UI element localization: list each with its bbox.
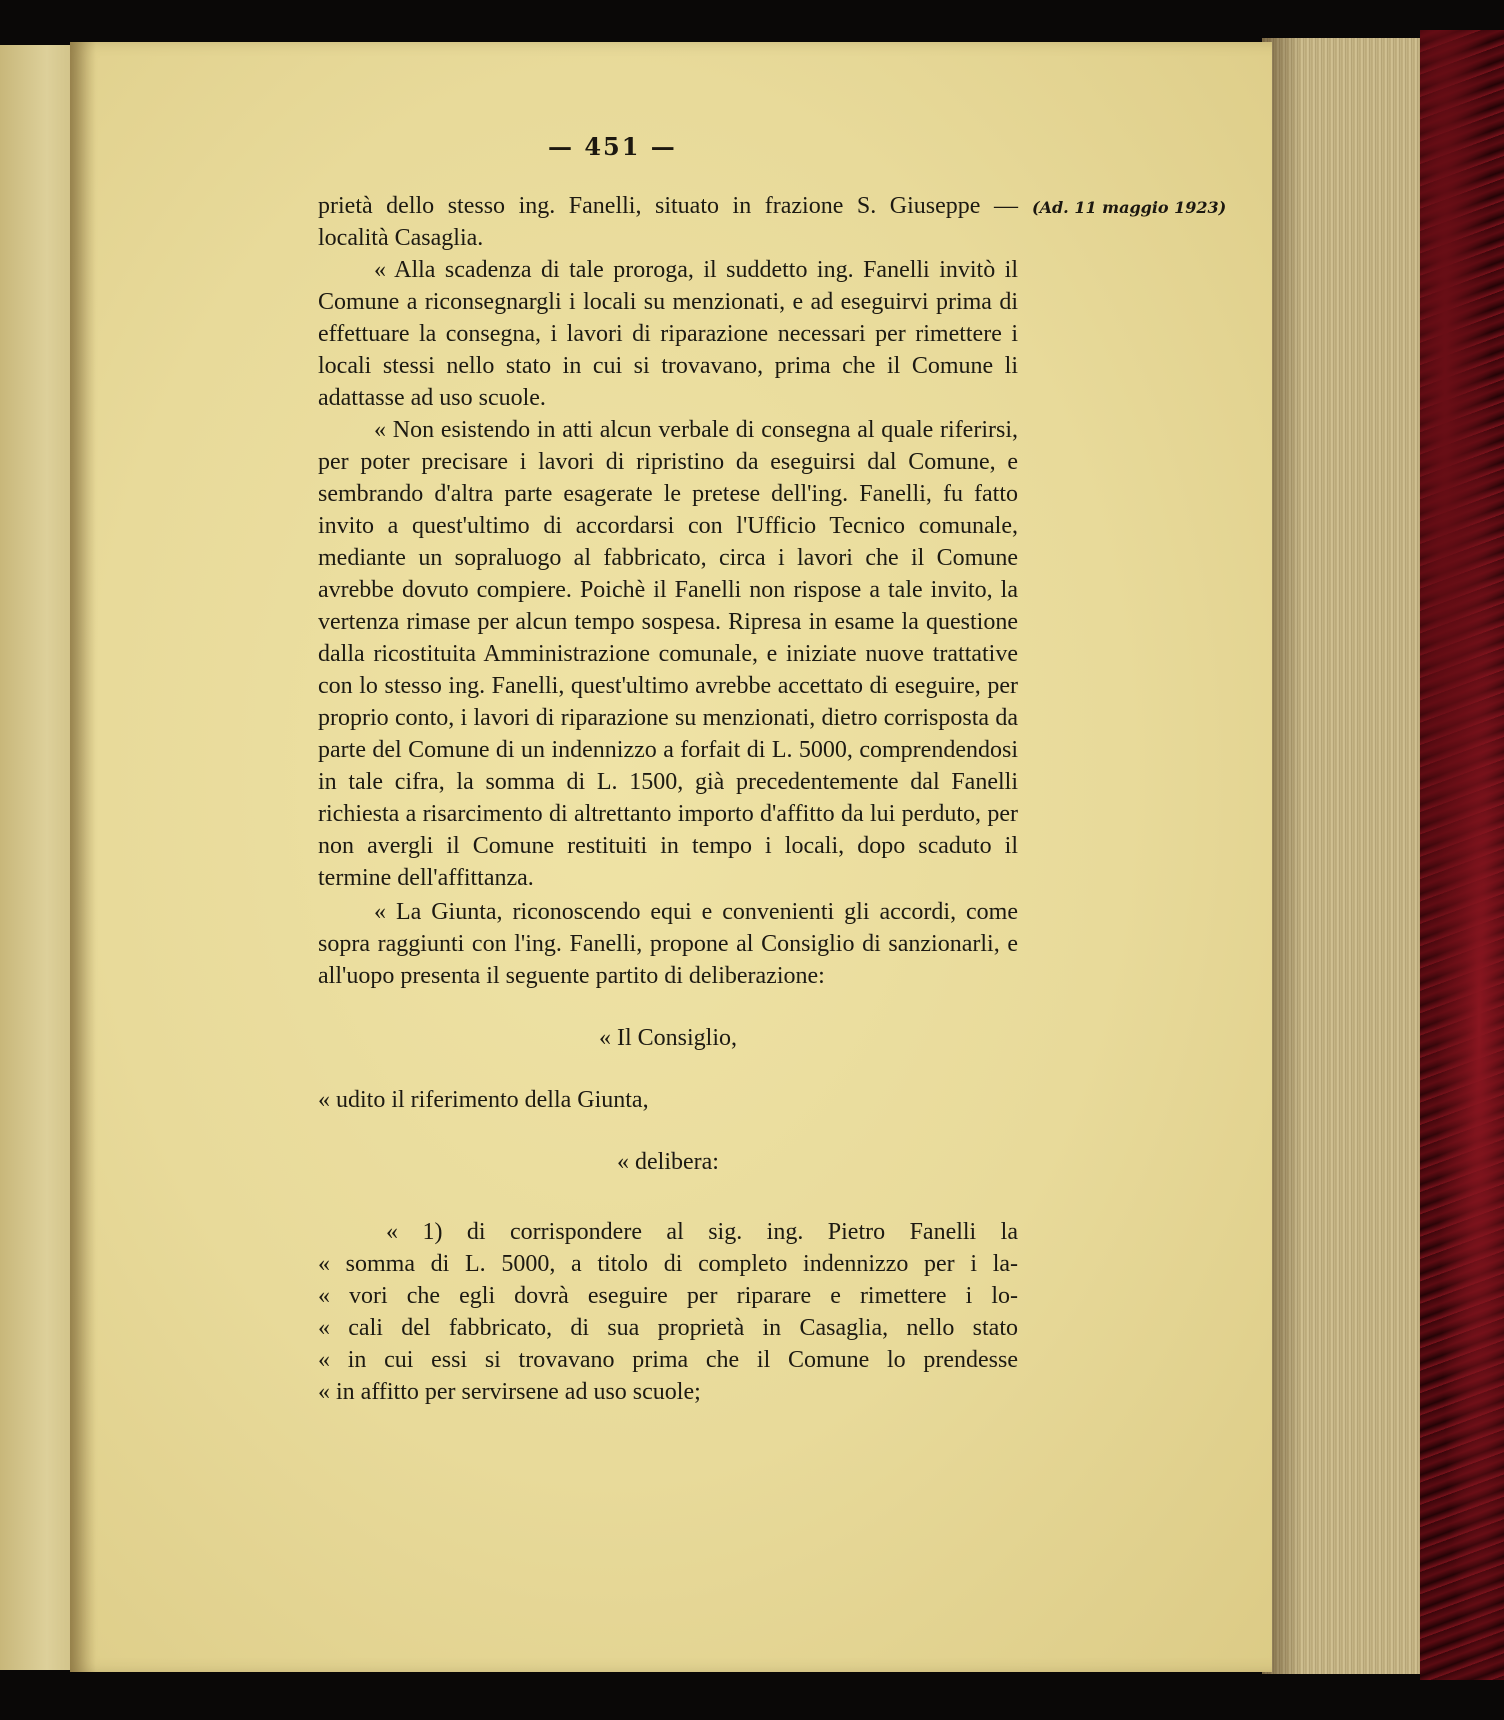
resolution-line-6: « in affitto per servirsene ad uso scuole; xyxy=(318,1379,701,1405)
resolution-line-3: « vori che egli dovrà eseguire per riparare e rimettere i lo- xyxy=(318,1283,1018,1309)
book-cover xyxy=(1420,30,1504,1680)
left-page-edge xyxy=(0,45,78,1670)
consiglio-heading: « Il Consiglio, xyxy=(598,1025,737,1051)
page-text xyxy=(318,190,1018,1408)
paragraph-3: « Non esistendo in atti alcun verbale di consegna al quale riferirsi, per poter precisare i lavori di ripristino da eseguirsi dal Comune, e sembrando d'altra parte esagerate le pretese dell'ing. Fanelli, fu fatto invito a quest'ultimo di accordarsi con l'Ufficio Tecnico comunale, mediante un sopraluogo al fabbricato, circa i lavori che il Comune avrebbe dovuto compiere. Poichè il Fanelli non rispose a tale invito, la vertenza rimase per alcun tempo sospesa. Ripresa in esame la questione dalla ricostituita Amministrazione comunale, e iniziate nuove trattative con lo stesso ing. Fanelli, quest'ultimo avrebbe accettato di eseguire, per proprio conto, i lavori di riparazione su menzionati, dietro corrisposta da parte del Comune di un indennizzo a forfait di L. 5000, comprendendosi in tale cifra, la somma di L. 1500, già precedentemente dal Fanelli richiesta a risarcimento di altrettanto importo d'affitto da lui perduto, per non avergli il Comune restituiti in tempo i locali, dopo scaduto il termine dell'affittanza. xyxy=(318,417,1018,891)
page-number: — 451 — xyxy=(548,132,677,161)
paragraph-2: « Alla scadenza di tale proroga, il suddetto ing. Fanelli invitò il Comune a riconsegnargli i locali su menzionati, e ad eseguirvi prima di effettuare la consegna, i lavori di riparazione necessari per rimettere i locali stessi nello stato in cui si trovavano, prima che il Comune li adattasse ad uso scuole. xyxy=(318,257,1018,411)
paragraph-4: « La Giunta, riconoscendo equi e convenienti gli accordi, come sopra raggiunti con l'ing. Fanelli, propone al Consiglio di sanzionarli, e all'uopo presenta il seguente partito di deliberazione: xyxy=(318,899,1018,989)
resolution-line-5: « in cui essi si trovavano prima che il Comune lo prendesse xyxy=(318,1347,1018,1373)
paragraph-1: prietà dello stesso ing. Fanelli, situato in frazione S. Giuseppe — località Casaglia. xyxy=(318,193,1018,251)
resolution-line-1: « 1) di corrispondere al sig. ing. Pietro Fanelli la xyxy=(386,1219,1018,1245)
resolution-line-2: « somma di L. 5000, a titolo di completo indennizzo per i la- xyxy=(318,1251,1018,1277)
page-gutter-shadow xyxy=(70,42,96,1672)
resolution-block xyxy=(318,1216,1018,1408)
delibera-heading: « delibera: xyxy=(617,1149,719,1175)
udito-line: « udito il riferimento della Giunta, xyxy=(318,1087,649,1113)
resolution-line-4: « cali del fabbricato, di sua proprietà in Casaglia, nello stato xyxy=(318,1315,1018,1341)
margin-date-note: (Ad. 11 maggio 1923) xyxy=(1032,198,1227,217)
